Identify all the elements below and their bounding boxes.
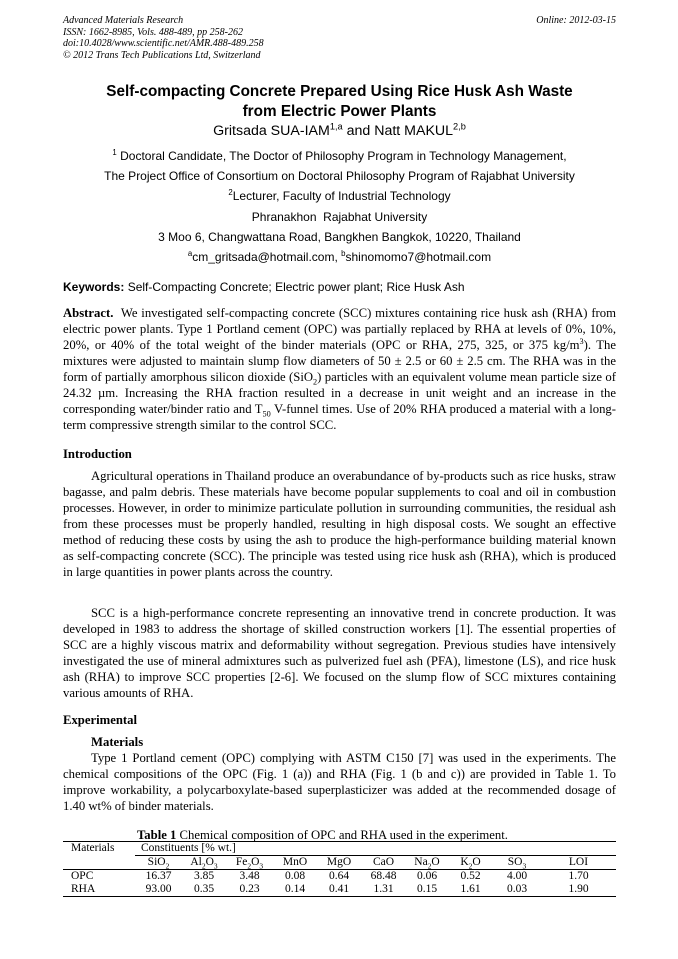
introduction-heading: Introduction [63,447,132,461]
experimental-heading: Experimental [63,713,138,727]
abstract-text-3: ) particles with an equivalent volume mean particle size of 24.32 µm. Increasing the RHA fraction resulted in a decrease in unit weight and an increase in the corresponding water/binder ratio and T [63,370,616,416]
table-cell: 68.48 [370,870,397,882]
table-cell: 0.15 [406,883,448,897]
introduction-paragraph-1: Agricultural operations in Thailand produce an overabundance of by-products such as rice husks, straw bagasse, and palm debris. These materials have become popular supplements to coal and oil in combustion processes. However, in order to minimize particulate pollution in surrounding communities, the residual ash from these processes must be properly handled, resulting in high disposal costs. We sought an effective method of reducing these costs by using the ash to produce the high-performance building material known as self-compacting concrete (SCC). The principle was tested using rice husk ash (RHA), which is produced in large quantities in power plants across the country. [63,469,616,579]
table-cell: 93.00 [135,883,182,897]
column-header: MnO [273,856,317,870]
affiliation-2-mark: 2 [228,188,233,197]
column-header: $K_2O$ [448,856,493,870]
affiliation-2-line-1 [63,188,616,204]
table-cell: 0.64 [328,870,350,882]
abstract-sup-1: 3 [579,336,584,346]
author-emails [63,249,616,265]
column-header: $SO_3$ [493,856,541,870]
table-cell: 4.00 [506,870,528,882]
email-a-mark: a [187,249,193,258]
title-line-1: Self-compacting Concrete Prepared Using Rice Husk Ash Waste [106,83,573,100]
materials-paragraph: Type 1 Portland cement (OPC) complying with ASTM C150 [7] was used in the experiments. The chemical compositions of the OPC (Fig. 1 (a)) and RHA (Fig. 1 (b and c)) are provided in Table 1. To improve workability, a polycarboxylate-based superplasticizer was added at the recommended dosage of 1.40 wt% of binder materials. [63,751,616,813]
journal-doi: doi:10.4028/www.scientific.net/AMR.488-489.258 [63,38,264,49]
table-cell: 1.31 [361,883,406,897]
abstract-text-2: ). The mixtures were adjusted to maintain slump flow diameters of 50 ± 2.5 or 60 ± 2.5 cm. The RHA was in the form of partially amorphous silicon dioxide (SiO [63,338,616,384]
paper-title [63,82,616,122]
affiliation-2-text: Lecturer, Faculty of Industrial Technology [232,189,451,203]
materials-heading: Materials [91,735,144,749]
affiliation-1-line-1 [63,148,616,164]
affiliation-address: 3 Moo 6, Changwattana Road, Bangkhen Bangkok, 10220, Thailand [158,230,521,244]
table-cell: 3.48 [239,870,260,882]
table-row [63,870,616,884]
table-cell: 1.61 [448,883,493,897]
column-header-row [63,856,616,870]
composition-table [63,841,616,897]
table-caption-text: Chemical composition of OPC and RHA used in the experiment. [176,828,508,842]
column-header: $Na_2O$ [406,856,448,870]
author-separator: and [342,123,375,139]
keywords-label: Keywords: [63,280,125,294]
affiliation-2-line-2: Phranakhon Rajabhat University [251,210,428,224]
journal-name: Advanced Materials Research [63,15,184,26]
table-row [63,883,616,897]
column-header: CaO [361,856,406,870]
table-cell: 0.08 [284,870,306,882]
table-caption-label: Table 1 [137,828,177,842]
abstract-text-4: V-funnel times. Use of 20% RHA produced a material with a long-term compressive strength similar to the control SCC. [63,402,616,432]
email-b-mark: b [341,249,346,258]
affiliation-1-text: Doctoral Candidate, The Doctor of Philosophy Program in Technology Management, [116,149,567,163]
abstract-label: Abstract. [63,306,114,320]
table-cell: 0.52 [460,870,481,882]
abstract-sub-1: 2 [313,377,318,387]
table-cell: 0.03 [493,883,541,897]
email-b: shinomomo7@hotmail.com [345,250,492,264]
keywords-text: Self-Compacting Concrete; Electric power plant; Rice Husk Ash [124,280,465,294]
table-cell: 0.06 [416,870,438,882]
column-header: $Fe_2O_3$ [226,856,273,870]
author-2-name: Natt MAKUL [374,123,454,139]
keywords [63,279,616,295]
abstract-text-1: We investigated self-compacting concrete (SCC) mixtures containing rice husk ash (RHA) from electric power plants. Type 1 Portland cement (OPC) was partially replaced by RHA at levels of 0%, 10%, 20%, or 40% of the total weight of the binder materials (OPC or RHA, 275, 325, or 375 kg/m [63,306,620,352]
abstract-sub-2: 50 [262,409,271,419]
journal-header [63,15,616,61]
header-materials: Materials [63,842,135,856]
table-cell: 3.85 [193,870,215,882]
header-constituents: Constituents [% wt.] [135,842,616,856]
author-1-affiliation-mark: 1,a [329,121,343,132]
author-2-affiliation-mark: 2,b [453,121,466,132]
table-cell: 16.37 [145,870,172,882]
table-cell: 1.90 [541,883,616,897]
row-label: OPC [71,870,94,882]
column-header: MgO [317,856,361,870]
affiliation-1-mark: 1 [112,148,117,157]
title-line-2: from Electric Power Plants [242,103,437,120]
affiliation-1-line-2: The Project Office of Consortium on Doctoral Philosophy Program of Rajabhat University [104,169,575,183]
column-header: SiO$_2$ [135,856,182,870]
table-cell: 0.14 [273,883,317,897]
journal-copyright: © 2012 Trans Tech Publications Ltd, Switzerland [63,49,261,61]
email-a: cm_gritsada@hotmail.com, [192,250,342,264]
author-list [63,122,616,140]
column-header: $Al_2O_3$ [182,856,226,870]
table-cell: 0.23 [226,883,273,897]
table-cell: 0.41 [317,883,361,897]
table-cell: 1.70 [568,870,589,882]
abstract [63,305,620,433]
online-date: Online: 2012-03-15 [536,15,616,26]
journal-issn: ISSN: 1662-8985, Vols. 488-489, pp 258-262 [63,26,243,38]
row-label: RHA [63,883,135,897]
column-header: LOI [541,856,616,870]
author-1-name: Gritsada SUA-IAM [213,123,330,139]
table-cell: 0.35 [182,883,226,897]
introduction-paragraph-2: SCC is a high-performance concrete representing an innovative trend in concrete production. It was developed in 1983 to address the shortage of skilled construction workers [1]. The essential properties of SCC are a highly viscous matrix and deformability without segregation. Previous studies have intensively investigated the use of mineral admixtures such as pulverized fuel ash (PFA), limestone (LS), and rice husk ash (RHA) to improve SCC properties [2-6]. We focused on the slump flow of SCC mixtures containing various amounts of RHA. [63,606,616,700]
